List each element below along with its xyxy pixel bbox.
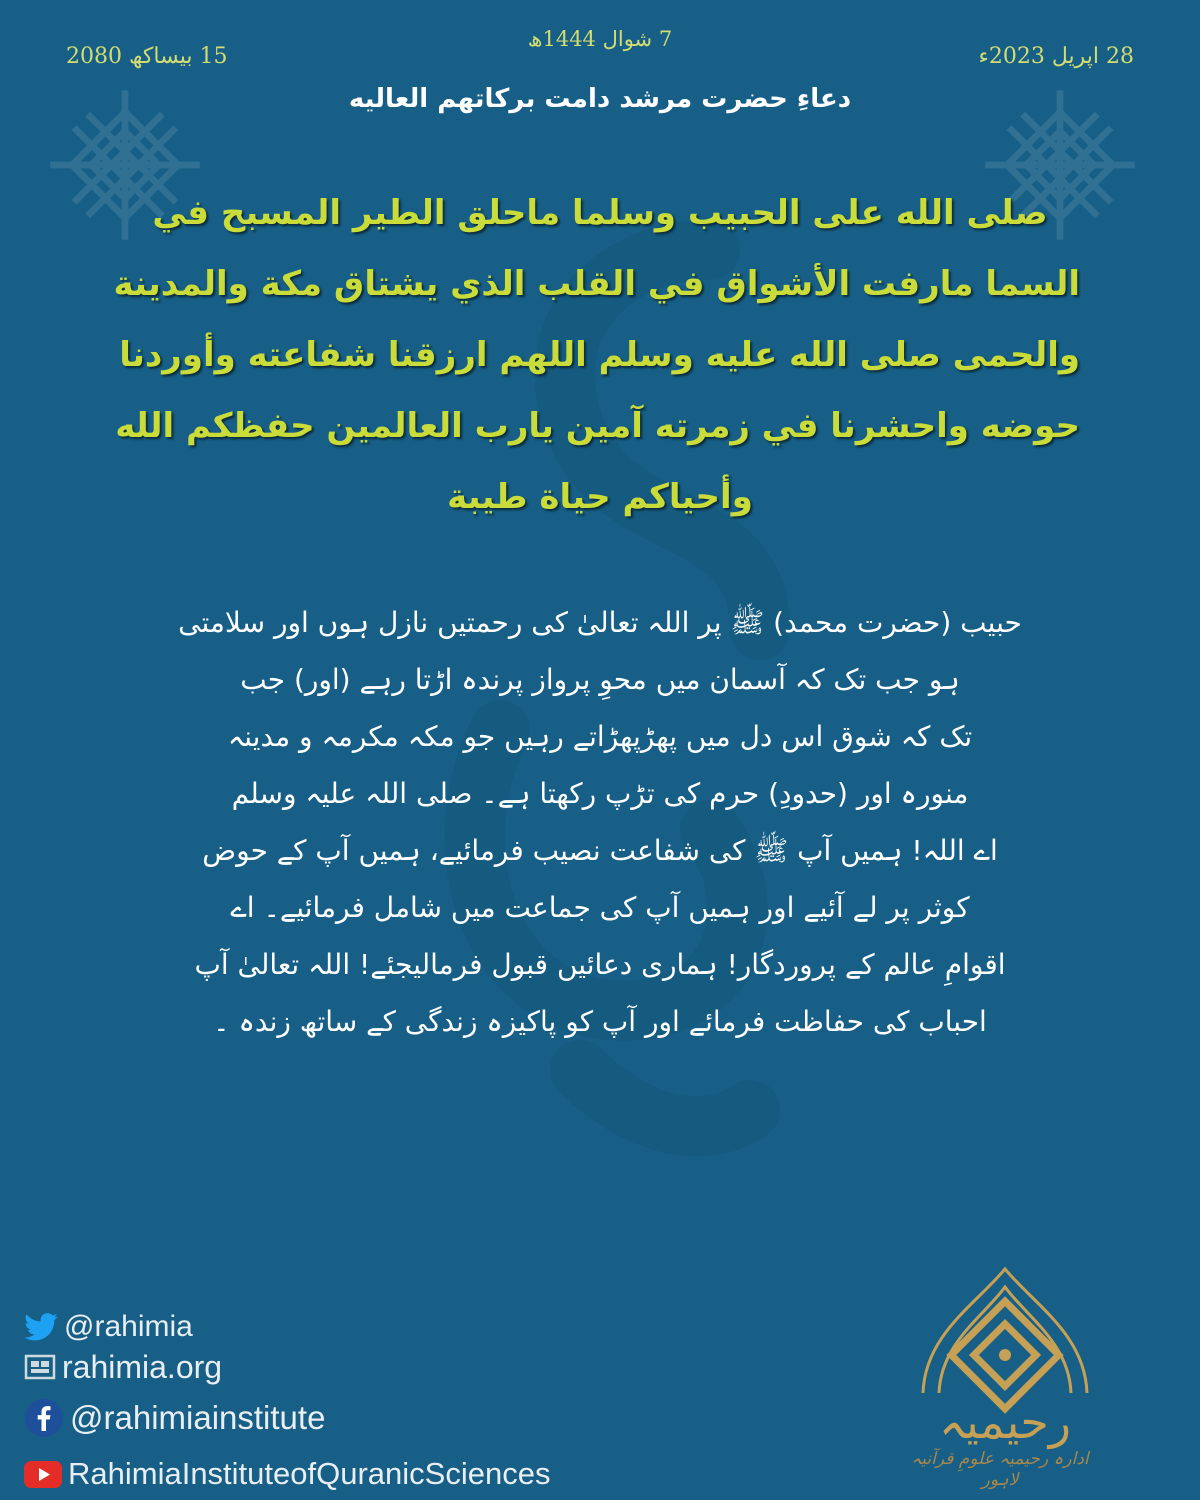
urdu-line: ہو جب تک کہ آسمان میں محوِ پرواز پرندہ اڑتا رہے (اور) جب [240, 663, 960, 696]
bikrami-date: 15 بیساکھ 2080 [66, 44, 228, 69]
arabic-dua [113, 178, 1080, 533]
web-icon [24, 1353, 56, 1381]
urdu-line: اقوامِ عالم کے پروردگار! ہماری دعائیں قبول فرمالیجئے! اللہ تعالیٰ آپ [194, 948, 1006, 981]
urdu-line: اے اللہ! ہمیں آپ ﷺ کی شفاعت نصیب فرمائیے، ہمیں آپ کے حوض [202, 834, 998, 867]
arabic-line: والحمى صلى الله عليه وسلم اللهم ارزقنا شفاعته وأوردنا [119, 335, 1080, 375]
arabic-line: صلى الله على الحبيب وسلما ماحلق الطير المسبح في [152, 193, 1048, 233]
page-title: دعاءِ حضرت مرشد دامت برکاتهم العاليه [348, 84, 852, 114]
twitter-link[interactable] [24, 1308, 684, 1346]
facebook-handle: @rahimiainstitute [70, 1399, 326, 1436]
arabic-line: حوضه واحشرنا في زمرته آمين يارب العالمين حفظكم الله [115, 406, 1080, 446]
urdu-line: حبیب (حضرت محمد) ﷺ پر اللہ تعالیٰ کی رحمتیں نازل ہوں اور سلامتی [178, 606, 1022, 639]
gregorian-date: 28 اپریل 2023ء [978, 44, 1134, 69]
website-link[interactable] [24, 1346, 684, 1388]
urdu-line: کوثر پر لے آئیے اور ہمیں آپ کی جماعت میں شامل فرمائیے۔ اے [230, 891, 970, 924]
arabic-line: السما مارفت الأشواق في القلب الذي يشتاق مكة والمدينة [113, 264, 1080, 304]
hijri-date: 7 شوال 1444ھ [527, 27, 673, 51]
logo-name: رحیمیہ [939, 1395, 1071, 1449]
arabic-line: وأحياكم حياة طيبة [447, 477, 753, 517]
website-url: rahimia.org [62, 1348, 223, 1385]
logo-subtitle: ادارہ رحیمیہ علومِ قرآنیہ لاہور [911, 1449, 1089, 1490]
youtube-icon [24, 1461, 62, 1488]
urdu-translation [130, 594, 1070, 1050]
twitter-handle: @rahimia [64, 1310, 193, 1343]
youtube-link[interactable] [24, 1448, 684, 1500]
facebook-link[interactable] [24, 1388, 684, 1448]
social-links [24, 1308, 684, 1500]
youtube-channel: RahimiaInstituteofQuranicSciences [68, 1456, 551, 1491]
twitter-icon [24, 1313, 58, 1341]
facebook-icon [24, 1398, 64, 1438]
urdu-line: تک کہ شوق اس دل میں پھڑپھڑاتے رہیں جو مکہ مکرمہ و مدینہ [227, 720, 973, 753]
urdu-line: منورہ اور (حدودِ) حرم کی تڑپ رکھتا ہے۔ صلی اللہ علیہ وسلم [231, 777, 969, 810]
urdu-line: احباب کی حفاظت فرمائے اور آپ کو پاکیزہ زندگی کے ساتھ زندہ ۔ [213, 1005, 987, 1038]
